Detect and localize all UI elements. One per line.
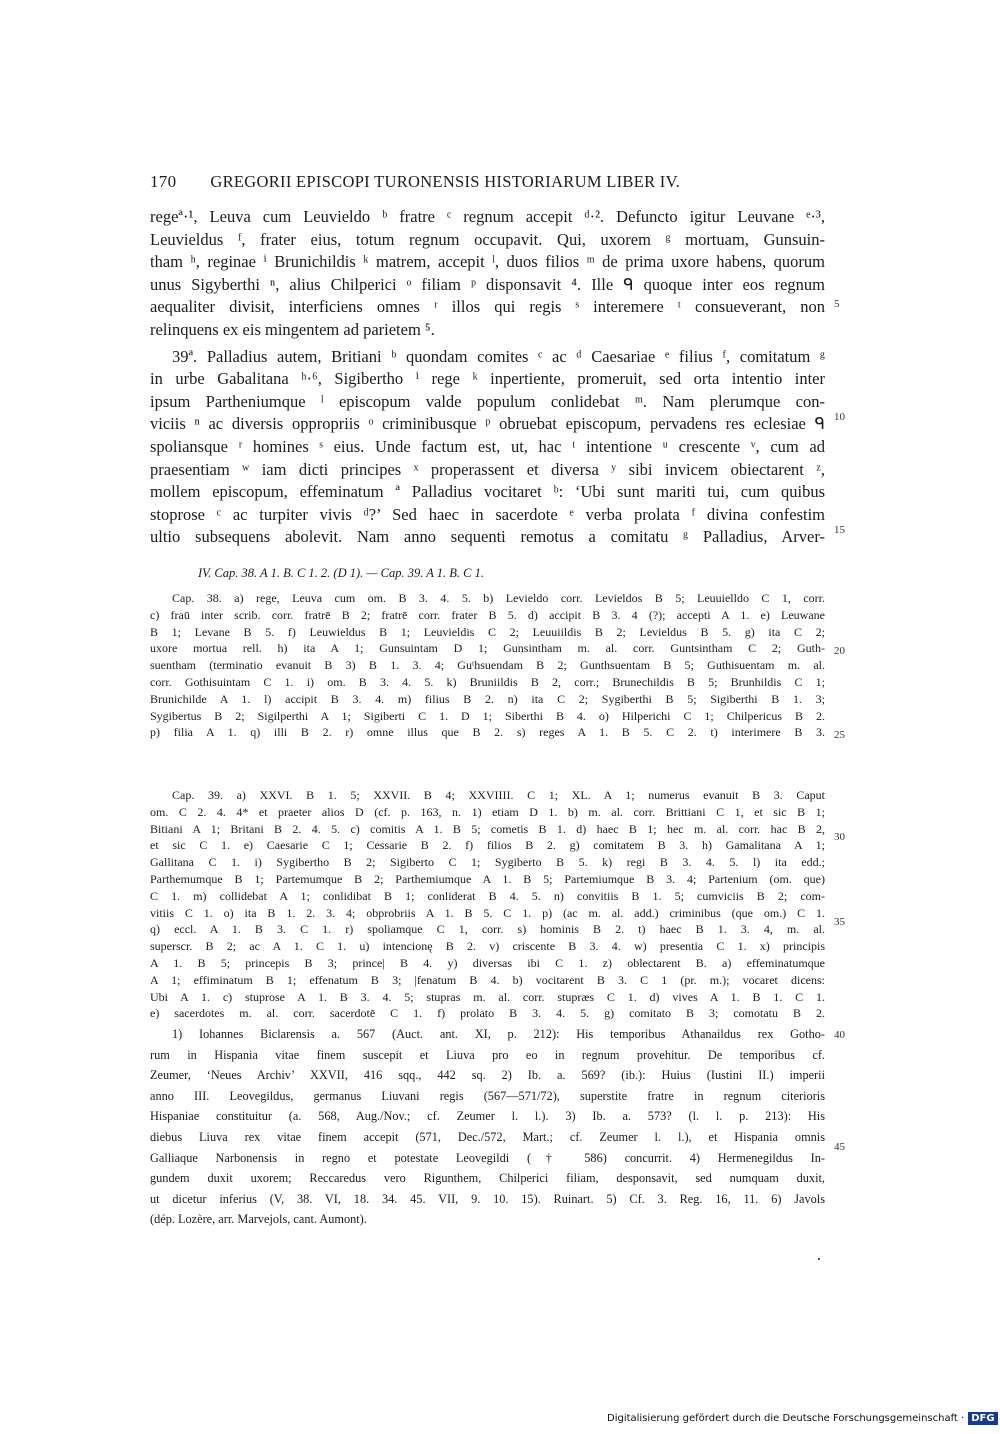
apparatus-line: Cap. 38. a) rege, Leuva cum om. B 3. 4. 5. b) Levieldo corr. Levieldos B 5; Leuuielldo C 1, corr. xyxy=(172,591,825,605)
margin-line-number: 45 xyxy=(834,1141,845,1153)
margin-line-number: 40 xyxy=(834,1029,845,1041)
margin-line-number: 20 xyxy=(834,645,845,657)
text-line: relinquens ex eis mingentem ad parietem ⁵. xyxy=(150,319,435,339)
text-line: aequaliter divisit, interficiens omnes ʳ illos qui regis ˢ interemere ᵗ consueverant, non xyxy=(150,297,825,317)
apparatus-line: Bitiani A 1; Britani B 2. 4. 5. c) comitis A 1. B 5; cometis B 1. d) haec B 1; hec m. al. corr. hac B 2, xyxy=(150,821,825,836)
note-line: anno III. Leovegildus, germanus Liuvani regis (567—571/72), superstite fratre in regnum citerioris xyxy=(150,1088,825,1103)
apparatus-line: c) fraū inter scrib. corr. fratrē B 2; fratrē corr. frater B 5. d) accipit B 3. 4 (?); accepti A 1. e) Leuwane xyxy=(150,607,825,622)
margin-line-number: 15 xyxy=(834,524,845,536)
text-line: Leuvieldus ᶠ, frater eius, totum regnum occupavit. Qui, uxorem ᵍ mortuam, Gunsuin- xyxy=(150,229,825,249)
page-number: 170 xyxy=(150,172,177,191)
note-line: rum in Hispania vitae finem suscepit et Liuva pro eo in regnum provehitur. De temporibus cf. xyxy=(150,1047,825,1062)
apparatus-line: uxore mortua rell. h) ita A 1; Gunsuintam D 1; Gunsintham m. al. corr. Guntsintham C 2; Guth- xyxy=(150,641,825,656)
apparatus-line: suentham (terminatio evanuit B 3) B 1. 3. 4; Guᵗhsuendam B 2; Gunthsuentam B 5; Guthisuentam m. al. xyxy=(150,658,825,673)
dfg-logo: DFG xyxy=(968,1412,997,1425)
chapter-38-paragraph xyxy=(150,206,825,342)
apparatus-line: Gallitana C 1. i) Sygibertho B 2; Sigiberto C 1; Sygiberto B 5. k) regi B 3. 4. 5. l) ita edd.; xyxy=(150,855,825,870)
note-line: Galliaque Narbonensis in regno et potestate Leovegildi († 586) concurrit. 4) Hermenegildus In- xyxy=(150,1150,825,1165)
margin-line-number: 10 xyxy=(834,411,845,423)
text-line: regeª·¹, Leuva cum Leuvieldo ᵇ fratre ᶜ regnum accepit ᵈ·². Defuncto igitur Leuvane ᵉ·³, xyxy=(150,207,825,226)
text-line: mollem episcopum, effeminatum ª Palladius vocitaret ᵇ: ‘Ubi sunt mariti tui, cum quibus xyxy=(150,482,825,502)
apparatus-line: e) sacerdotes m. al. corr. sacerdotē C 1. f) prolato B 3. 4. 5. g) comitato B 3; comotatu B 2. xyxy=(150,1006,825,1021)
note-line: (dép. Lozère, arr. Marvejols, cant. Aumont). xyxy=(150,1212,367,1227)
note-line: ut dicetur inferius (V, 38. VI, 18. 34. 45. VII, 9. 10. 15). Ruinart. 5) Cf. 3. Reg. 16, 11. 6) Javols xyxy=(150,1191,825,1206)
text-line: praesentiam ʷ iam dicti principes ˣ properassent et diversa ʸ sibi invicem obiectarent ᶻ, xyxy=(150,459,825,479)
page-header xyxy=(150,172,710,196)
editorial-notes xyxy=(150,1024,825,1230)
print-speck xyxy=(818,1258,820,1260)
apparatus-line: A 1; effiminatum B 1; effenatum B 3; |fenatum B 4. b) vocitarent B 3. C 1 (pr. m.); vocaret dicens: xyxy=(150,972,825,987)
margin-line-number: 5 xyxy=(834,298,840,310)
text-line: in urbe Gabalitana ʰ·⁶, Sigibertho ⁱ rege ᵏ inpertiente, promeruit, sed orta intentio inter xyxy=(150,369,825,389)
text-line: spoliansque ʳ homines ˢ eius. Unde factum est, ut, hac ᵗ intentione ᵘ crescente ᵛ, cum ad xyxy=(150,436,825,456)
apparatus-line: et sic C 1. e) Caesarie C 1; Cessarie B 2. f) filios B 2. g) comitatem B 3. h) Gamalitana A 1; xyxy=(150,838,825,853)
critical-apparatus-38 xyxy=(150,590,825,741)
margin-line-number: 25 xyxy=(834,729,845,741)
apparatus-line: Parthemumque B 1; Partemumque B 2; Parthemiumque A 1. B 5; Partemiumque B 3. 4; Partenium (om. que) xyxy=(150,871,825,886)
critical-apparatus-39 xyxy=(150,787,825,1022)
text-line: tham ʰ, reginae ⁱ Brunichildis ᵏ matrem, accepit ˡ, duos filios ᵐ de prima uxore habens, quorum xyxy=(150,252,825,272)
credit-text: Digitalisierung gefördert durch die Deutsche Forschungsgemeinschaft · xyxy=(607,1413,965,1424)
note-line: gundem duxit uxorem; Reccaredus vero Rigunthem, Chilperici filiam, desponsavit, sed numquam duxit, xyxy=(150,1171,825,1186)
text-line: 39ª. Palladius autem, Britiani ᵇ quondam comites ᶜ ac ᵈ Caesariae ᵉ filius ᶠ, comitatum ᵍ xyxy=(172,346,825,366)
apparatus-line: vitiis C 1. o) ita B 1. 2. 3. 4; obprobriis A 1. B 5. C 1. p) (ac m. al. add.) criminibus (que om.) C 1. xyxy=(150,905,825,920)
apparatus-line: Cap. 39. a) XXVI. B 1. 5; XXVII. B 4; XXVIIII. C 1; XL. A 1; numerus evanuit B 3. Caput xyxy=(172,788,825,802)
margin-line-number: 35 xyxy=(834,916,845,928)
text-line: ipsum Partheniumque ˡ episcopum valde populum conlidebat ᵐ. Nam plerumque con- xyxy=(150,391,825,411)
text-line: unus Sigyberthi ⁿ, alius Chilperici ᵒ filiam ᵖ disponsavit ⁴. Ille ᑫ quoque inter eos regnum xyxy=(150,274,825,294)
apparatus-line: Ubi A 1. c) stuprose A 1. B 3. 4. 5; stupras m. al. corr. stupræs C 1. d) vives A 1. B 1. C 1. xyxy=(150,989,825,1004)
apparatus-line: q) eccl. A 1. B 3. C 1. r) spoliamque C 1, corr. s) hominis B 2. t) haec B 1. 3. 4, m. al. xyxy=(150,922,825,937)
margin-line-number: 30 xyxy=(834,831,845,843)
apparatus-line: Brunichilde A 1. l) accipit B 3. 4. m) filius B 2. n) ita C 2; Sygiberthi B 5; Sigiberthi B 1. 3; xyxy=(150,691,825,706)
apparatus-line: corr. Gothisuintam C 1. i) om. B 3. 4. 5. k) Bruniildis B 2, corr.; Brunechildis B 5; Brunhildis C 1; xyxy=(150,674,825,689)
apparatus-line: C 1. m) collidebat A 1; conlidibat B 1; conliderat B 4. 5. n) convitiis B 1. 5; cumviciis B 2; com- xyxy=(150,888,825,903)
apparatus-line: B 1; Levane B 5. f) Leuwieldus B 1; Leuvieldis C 2; Leuuiildis B 2; Levieldus B 5. g) ita C 2; xyxy=(150,624,825,639)
note-line: Zeumer, ‘Neues Archiv’ XXVII, 416 sqq., 442 sq. 2) Ib. a. 569? (ib.): Huius (Iustini II.) imperii xyxy=(150,1068,825,1083)
apparatus-line: p) filia A 1. q) illi B 2. r) omne illus que B 2. s) reges A 1. B 5. C 2. t) interimere B 3. xyxy=(150,725,825,740)
apparatus-line: om. C 2. 4. 4* et praeter alios D (cf. p. 163, n. 1) etiam D 1. b) m. al. corr. Brittiani C 1, et sic B 1; xyxy=(150,804,825,819)
note-line: Hispaniae constituitur (a. 568, Aug./Nov.; cf. Zeumer l. l.). 3) Ib. a. 573? (l. l. p. 213): His xyxy=(150,1109,825,1124)
text-line: stoprose ᶜ ac turpiter vivis ᵈ?’ Sed haec in sacerdote ᵉ verba prolata ᶠ divina confestim xyxy=(150,504,825,524)
apparatus-line: Sygibertus B 2; Sigilperthi A 1; Sigiberti C 1. D 1; Siberthi B 4. o) Hilperichi C 1; Chilpericus B 2. xyxy=(150,708,825,723)
manuscript-sources: IV. Cap. 38. A 1. B. C 1. 2. (D 1). — Cap. 39. A 1. B. C 1. xyxy=(198,566,485,580)
apparatus-line: A 1. B 5; princepis B 3; prince| B 4. y) diversas ibi C 1. z) oblectarent B. a) effeminatumque xyxy=(150,955,825,970)
note-line: diebus Liuva rex vitae finem accepit (571, Dec./572, Mart.; cf. Zeumer l. l.), et Hispania omnis xyxy=(150,1129,825,1144)
text-line: viciis ⁿ ac diversis oppropriis ᵒ criminibusque ᵖ obruebat episcopum, pervadens res eclesiae ᑫ xyxy=(150,414,825,434)
apparatus-line: superscr. B 2; ac A 1. C 1. u) intencionę B 2. v) criscente B 3. 4. w) presentia C 1. x) principis xyxy=(150,939,825,954)
running-title: GREGORII EPISCOPI TURONENSIS HISTORIARUM LIBER IV. xyxy=(210,172,681,191)
text-line: ultio subsequens abolevit. Nam anno sequenti remotus a comitatu ᵍ Palladius, Arver- xyxy=(150,527,825,547)
digitization-credit xyxy=(607,1412,998,1425)
chapter-39-paragraph xyxy=(150,346,825,549)
main-text xyxy=(150,206,825,549)
note-line: 1) Iohannes Biclarensis a. 567 (Auct. ant. XI, p. 212): His temporibus Athanaildus rex Gotho- xyxy=(172,1027,825,1041)
